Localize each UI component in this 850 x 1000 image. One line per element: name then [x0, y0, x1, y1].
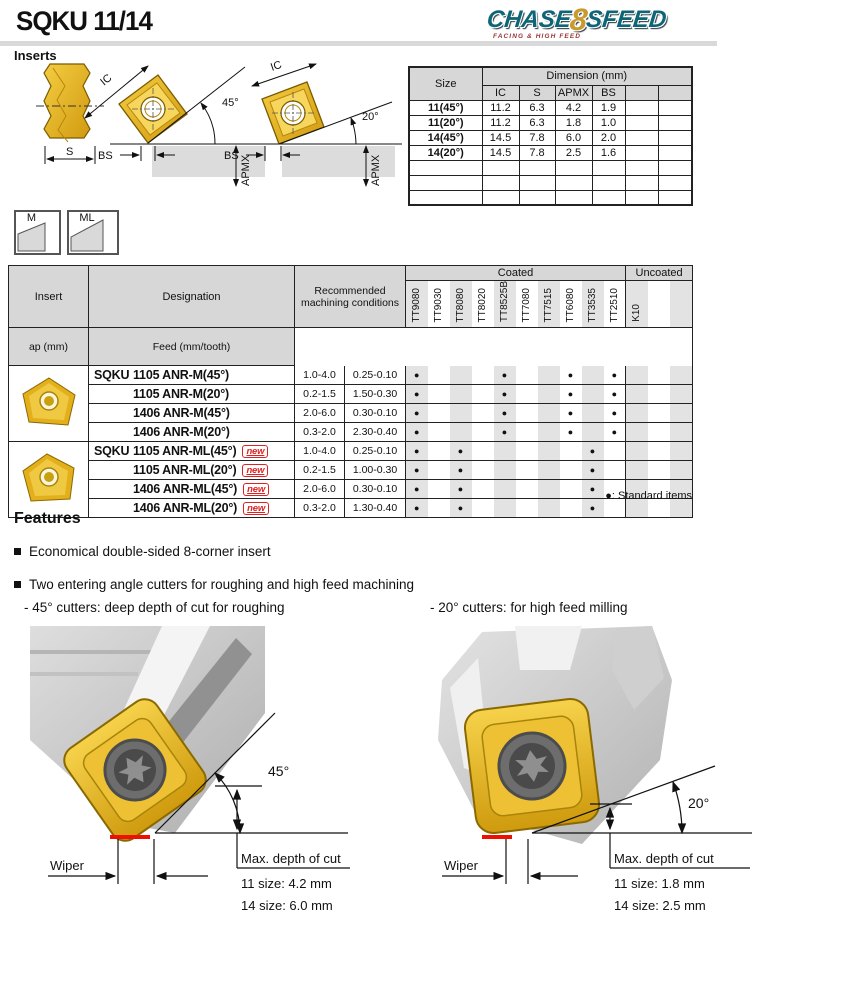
grade-dot	[516, 404, 538, 423]
cutter-photo-20deg	[420, 618, 850, 918]
feature-item	[14, 577, 414, 592]
designation-cell	[89, 366, 295, 385]
bs-cell: 1.0	[592, 115, 625, 130]
new-badge: new	[242, 445, 268, 458]
apmx-cell: 2.5	[555, 145, 592, 160]
grade-dot	[670, 385, 693, 404]
coated-group-header: Coated	[406, 266, 626, 281]
grade-header-k10: K10	[626, 281, 648, 328]
grade-header-tt2510: TT2510	[604, 281, 626, 328]
uncoated-group-header: Uncoated	[626, 266, 693, 281]
grade-dot: ●	[582, 480, 604, 499]
depth-size-14: 14 size: 2.5 mm	[614, 898, 706, 913]
angle-45-callout: 45°	[268, 763, 290, 779]
designation-name: 1105 ANR-ML(20°)	[133, 463, 237, 478]
insert-selection-table	[8, 265, 693, 518]
max-depth-label: Max. depth of cut	[614, 851, 714, 866]
grade-header-tt8080: TT8080	[450, 281, 472, 328]
feature-sub-45: - 45° cutters: deep depth of cut for roughing	[24, 600, 285, 615]
empty-cell	[658, 100, 692, 115]
angle-45-label: 45°	[222, 97, 239, 109]
empty-col-header	[625, 85, 658, 100]
grade-dot: ●	[560, 385, 582, 404]
s-cell: 7.8	[519, 145, 555, 160]
empty-cell	[658, 145, 692, 160]
apmx-cell: 6.0	[555, 130, 592, 145]
feed-cell: 0.25-0.10	[345, 366, 406, 385]
grade-header-tt9080: TT9080	[406, 281, 428, 328]
logo-tagline: FACING & HIGH FEED	[493, 33, 582, 40]
designation-name: 1105 ANR-ML(45°)	[133, 444, 237, 459]
ap-cell: 0.2-1.5	[295, 385, 345, 404]
insert-photo-m	[9, 366, 89, 442]
dimension-row	[409, 145, 692, 160]
grade-dot: ●	[494, 366, 516, 385]
grade-dot	[648, 404, 670, 423]
grade-dot: ●	[604, 366, 626, 385]
grade-dot	[670, 423, 693, 442]
grade-dot	[582, 385, 604, 404]
grade-dot	[670, 404, 693, 423]
page-title: SQKU 11/14	[16, 6, 152, 36]
designation-name: 1105 ANR-M(45°)	[133, 368, 230, 383]
grade-dot: ●	[560, 404, 582, 423]
depth-size-11: 11 size: 4.2 mm	[241, 876, 332, 891]
insert-photo-ml	[9, 442, 89, 518]
grade-dot	[626, 366, 648, 385]
chipbreaker-m-icon	[14, 210, 61, 255]
ap-column-header: ap (mm)	[9, 328, 89, 366]
new-badge: new	[242, 464, 268, 477]
grade-dot	[472, 404, 494, 423]
bs-cell: 2.0	[592, 130, 625, 145]
s-cell: 6.3	[519, 115, 555, 130]
section-heading: Inserts	[14, 48, 57, 63]
feed-cell: 1.00-0.30	[345, 461, 406, 480]
grade-dot	[560, 461, 582, 480]
designation-cell	[89, 385, 295, 404]
feed-cell: 0.30-0.10	[345, 480, 406, 499]
grade-dot: ●	[406, 404, 428, 423]
grade-dot: ●	[406, 461, 428, 480]
grade-dot	[538, 423, 560, 442]
apmx-dimension-label: APMX	[240, 154, 252, 186]
grade-header-tt8020: TT8020	[472, 281, 494, 328]
grade-dot: ●	[406, 499, 428, 518]
grade-dot: ●	[450, 480, 472, 499]
grade-dot	[670, 366, 693, 385]
angle-20-label: 20°	[362, 111, 379, 123]
s-dimension-label: S	[66, 146, 74, 158]
grade-dot	[538, 385, 560, 404]
depth-size-14: 14 size: 6.0 mm	[241, 898, 333, 913]
empty-cell	[658, 130, 692, 145]
feed-column-header: Feed (mm/tooth)	[89, 328, 295, 366]
logo-text-left: CHASE	[485, 6, 573, 33]
chipbreaker-ml-icon	[67, 210, 119, 255]
designation-cell	[89, 442, 295, 461]
grade-dot: ●	[450, 461, 472, 480]
grade-dot: ●	[582, 499, 604, 518]
grade-dot	[516, 366, 538, 385]
ap-cell: 1.0-4.0	[295, 442, 345, 461]
insert-table-row	[9, 423, 693, 442]
grade-dot	[560, 442, 582, 461]
ic-cell: 11.2	[482, 100, 519, 115]
dimension-row-empty	[409, 175, 692, 190]
grade-dot	[538, 404, 560, 423]
insert-table-row	[9, 461, 693, 480]
bs-cell: 1.6	[592, 145, 625, 160]
ic-cell: 11.2	[482, 115, 519, 130]
machining-conditions-header: Recommended machining conditions	[295, 266, 406, 328]
designation-name: 1406 ANR-ML(20°)	[133, 501, 238, 516]
grade-dot	[648, 461, 670, 480]
ap-cell: 2.0-6.0	[295, 480, 345, 499]
grade-dot	[450, 423, 472, 442]
designation-name: 1105 ANR-M(20°)	[133, 387, 230, 402]
grade-dot	[648, 385, 670, 404]
designation-name: 1406 ANR-M(45°)	[133, 406, 230, 421]
bullet-square-icon	[14, 581, 21, 588]
grade-dot	[648, 442, 670, 461]
bs-cell: 1.9	[592, 100, 625, 115]
col-header-bs: BS	[592, 85, 625, 100]
cutter-photo-45deg	[10, 618, 420, 918]
grade-header-tt3535: TT3535	[582, 281, 604, 328]
grade-dot: ●	[560, 366, 582, 385]
grade-dot: ●	[494, 423, 516, 442]
ap-cell: 2.0-6.0	[295, 404, 345, 423]
dimension-table	[408, 66, 693, 206]
designation-cell	[89, 404, 295, 423]
grade-dot	[648, 366, 670, 385]
designation-prefix: SQKU	[94, 444, 130, 459]
grade-header-empty	[648, 281, 670, 328]
header-divider	[0, 41, 717, 46]
bs-dimension-label: BS	[98, 150, 113, 162]
grade-dot	[472, 366, 494, 385]
features-heading: Features	[14, 510, 81, 527]
empty-cell	[625, 145, 658, 160]
grade-header-tt8525b: TT8525B	[494, 281, 516, 328]
grade-dot	[626, 442, 648, 461]
grade-dot	[626, 404, 648, 423]
grade-dot	[450, 385, 472, 404]
insert-column-header: Insert	[9, 266, 89, 328]
ic-dimension-label: IC	[269, 58, 284, 74]
new-badge: new	[243, 502, 269, 515]
grade-dot	[516, 423, 538, 442]
dimension-row	[409, 100, 692, 115]
grade-dot: ●	[582, 461, 604, 480]
dimension-row	[409, 115, 692, 130]
feature-text: Economical double-sided 8-corner insert	[29, 544, 271, 559]
size-cell: 11(20°)	[409, 115, 482, 130]
empty-cell	[625, 130, 658, 145]
dimension-group-header: Dimension (mm)	[482, 67, 692, 85]
apmx-cell: 1.8	[555, 115, 592, 130]
size-cell: 14(20°)	[409, 145, 482, 160]
grade-dot	[648, 423, 670, 442]
grade-dot	[538, 442, 560, 461]
grade-dot	[516, 461, 538, 480]
feed-cell: 1.30-0.40	[345, 499, 406, 518]
grade-header-tt9030: TT9030	[428, 281, 450, 328]
grade-dot: ●	[494, 404, 516, 423]
designation-column-header: Designation	[89, 266, 295, 328]
grade-dot: ●	[406, 480, 428, 499]
grade-dot	[494, 461, 516, 480]
ic-cell: 14.5	[482, 145, 519, 160]
apmx-cell: 4.2	[555, 100, 592, 115]
feed-cell: 2.30-0.40	[345, 423, 406, 442]
grade-dot	[582, 404, 604, 423]
grade-header-tt6080: TT6080	[560, 281, 582, 328]
grade-dot	[428, 461, 450, 480]
designation-name: 1406 ANR-ML(45°)	[133, 482, 238, 497]
designation-cell	[89, 423, 295, 442]
grade-dot: ●	[450, 499, 472, 518]
feature-text: Two entering angle cutters for roughing and high feed machining	[29, 577, 415, 592]
wiper-label: Wiper	[444, 858, 478, 873]
brand-logo	[485, 2, 717, 41]
s-cell: 6.3	[519, 100, 555, 115]
feed-cell: 0.25-0.10	[345, 442, 406, 461]
grade-dot	[472, 461, 494, 480]
grade-dot	[626, 385, 648, 404]
col-header-apmx: APMX	[555, 85, 592, 100]
grade-dot	[428, 404, 450, 423]
insert-table-row	[9, 366, 693, 385]
grade-dot	[428, 385, 450, 404]
feed-cell: 1.50-0.30	[345, 385, 406, 404]
insert-table-row	[9, 404, 693, 423]
wiper-label: Wiper	[50, 858, 84, 873]
insert-table-row	[9, 442, 693, 461]
grade-dot	[428, 423, 450, 442]
grade-dot	[626, 461, 648, 480]
grade-dot: ●	[560, 423, 582, 442]
angle-20-callout: 20°	[688, 795, 710, 811]
grade-dot: ●	[450, 442, 472, 461]
s-cell: 7.8	[519, 130, 555, 145]
logo-text-right: SFEED	[584, 6, 668, 33]
grade-dot: ●	[406, 423, 428, 442]
grade-dot: ●	[604, 385, 626, 404]
chipbreaker-m-label: M	[26, 212, 37, 224]
chipbreaker-ml-label: ML	[79, 212, 95, 224]
logo-eight: 8	[568, 2, 590, 37]
grade-dot	[516, 442, 538, 461]
grade-dot: ●	[406, 385, 428, 404]
insert-table-row	[9, 385, 693, 404]
feature-sub-20: - 20° cutters: for high feed milling	[430, 600, 628, 615]
ic-cell: 14.5	[482, 130, 519, 145]
insert-45deg-view-drawing	[85, 66, 280, 186]
empty-cell	[625, 115, 658, 130]
dimension-row	[409, 130, 692, 145]
ic-dimension-label: IC	[98, 72, 115, 89]
insert-side-view-drawing	[36, 64, 104, 164]
grade-dot	[494, 442, 516, 461]
grade-dot	[538, 366, 560, 385]
mounted-insert-20	[463, 697, 601, 835]
dimension-row-empty	[409, 190, 692, 205]
col-header-ic: IC	[482, 85, 519, 100]
ap-cell: 0.3-2.0	[295, 499, 345, 518]
designation-cell	[89, 461, 295, 480]
grade-dot	[450, 366, 472, 385]
grade-dot	[516, 385, 538, 404]
grade-header-tt7515: TT7515	[538, 281, 560, 328]
ap-cell: 1.0-4.0	[295, 366, 345, 385]
size-cell: 14(45°)	[409, 130, 482, 145]
grade-dot: ●	[582, 442, 604, 461]
ap-cell: 0.2-1.5	[295, 461, 345, 480]
grade-dot	[582, 366, 604, 385]
new-badge: new	[243, 483, 269, 496]
grade-dot: ●	[604, 423, 626, 442]
grade-dot	[670, 461, 693, 480]
feature-item	[14, 544, 271, 559]
empty-col-header	[658, 85, 692, 100]
bullet-square-icon	[14, 548, 21, 555]
grade-dot	[428, 366, 450, 385]
grade-dot: ●	[406, 442, 428, 461]
grade-header-empty	[670, 281, 693, 328]
grade-dot	[604, 461, 626, 480]
bs-dimension-label: BS	[224, 150, 239, 162]
grade-dot: ●	[406, 366, 428, 385]
feed-cell: 0.30-0.10	[345, 404, 406, 423]
max-depth-label: Max. depth of cut	[241, 851, 341, 866]
grade-dot: ●	[604, 404, 626, 423]
dimension-row-empty	[409, 160, 692, 175]
grade-dot	[472, 385, 494, 404]
grade-dot	[604, 442, 626, 461]
insert-dimension-drawing	[0, 58, 410, 208]
grade-dot	[538, 461, 560, 480]
grade-dot	[626, 423, 648, 442]
ap-cell: 0.3-2.0	[295, 423, 345, 442]
designation-prefix: SQKU	[94, 368, 130, 383]
grade-header-tt7080: TT7080	[516, 281, 538, 328]
empty-cell	[625, 100, 658, 115]
designation-name: 1406 ANR-M(20°)	[133, 425, 230, 440]
grade-dot	[670, 442, 693, 461]
size-column-header: Size	[409, 67, 482, 100]
grade-dot: ●	[494, 385, 516, 404]
apmx-dimension-label: APMX	[370, 154, 382, 186]
col-header-s: S	[519, 85, 555, 100]
grade-dot	[582, 423, 604, 442]
grade-dot	[472, 423, 494, 442]
grade-dot	[472, 442, 494, 461]
depth-size-11: 11 size: 1.8 mm	[614, 876, 705, 891]
standard-items-note: ●: Standard items	[605, 490, 692, 502]
grade-dot	[450, 404, 472, 423]
empty-cell	[658, 115, 692, 130]
size-cell: 11(45°)	[409, 100, 482, 115]
grade-dot	[428, 442, 450, 461]
